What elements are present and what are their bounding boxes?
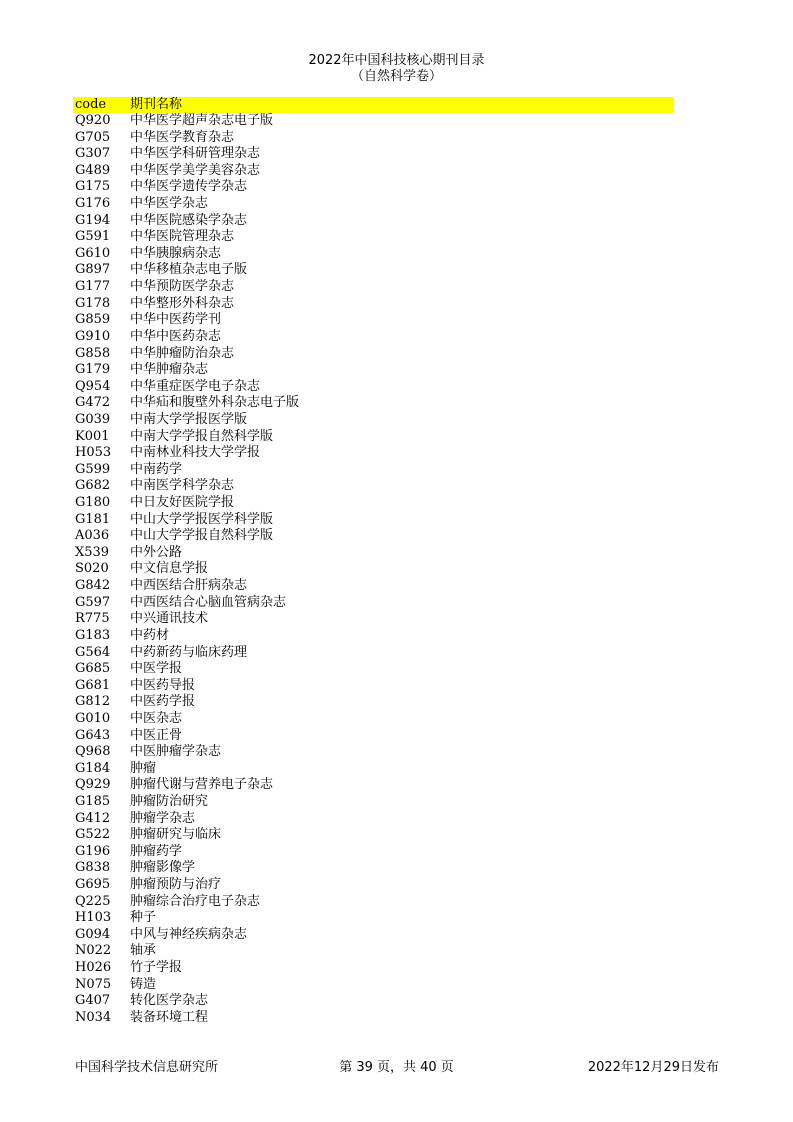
- journal-name: 中西医结合肝病杂志: [130, 578, 248, 594]
- footer-release-date: 2022年12月29日发布: [587, 1060, 719, 1075]
- table-row: [73, 146, 674, 163]
- journal-name: 肿瘤代谢与营养电子杂志: [130, 777, 274, 793]
- table-row: [73, 977, 674, 994]
- table-row: [73, 595, 674, 612]
- document-title: 2022年中国科技核心期刊目录: [308, 53, 485, 68]
- table-row: [73, 711, 674, 728]
- table-row: [73, 163, 674, 180]
- journal-name: 中药材: [130, 627, 170, 643]
- document-subtitle: （自然科学卷）: [350, 69, 442, 84]
- journal-code: H103: [75, 910, 112, 926]
- table-row: [73, 910, 674, 927]
- journal-name: 中兴通讯技术: [130, 611, 209, 627]
- journal-code: G181: [75, 511, 111, 527]
- table-row: [73, 561, 674, 578]
- table-header: [73, 97, 674, 113]
- journal-name: 中南药学: [130, 461, 183, 477]
- journal-name: 中医学报: [130, 661, 183, 677]
- journal-name: 轴承: [130, 943, 157, 959]
- table-row: [73, 694, 674, 711]
- footer-page-number: 第 39 页，共 40 页: [339, 1060, 454, 1075]
- journal-code: G599: [75, 461, 111, 477]
- journal-code: G178: [75, 295, 111, 311]
- header-code: code: [75, 97, 107, 112]
- table-row: [73, 412, 674, 429]
- journal-name: 中华医院感染学杂志: [130, 212, 248, 228]
- table-row: [73, 927, 674, 944]
- table-row: [73, 811, 674, 828]
- table-row: [73, 346, 674, 363]
- journal-code: G412: [75, 810, 111, 826]
- journal-code: G859: [75, 312, 111, 328]
- journal-name: 中华中医药杂志: [130, 328, 222, 344]
- journal-name: 肿瘤研究与临床: [130, 827, 222, 843]
- table-row: [73, 113, 674, 130]
- journal-name: 中华肿瘤防治杂志: [130, 345, 235, 361]
- journal-code: Q968: [75, 744, 111, 760]
- journal-name: 肿瘤药学: [130, 843, 183, 859]
- table-row: [73, 213, 674, 230]
- journal-name: 肿瘤预防与治疗: [130, 877, 222, 893]
- journal-code: R775: [75, 611, 110, 627]
- table-row: [73, 279, 674, 296]
- journal-code: G094: [75, 926, 111, 942]
- journal-code: Q920: [75, 113, 111, 128]
- journal-code: G472: [75, 395, 111, 411]
- table-row: [73, 478, 674, 495]
- journal-code: G183: [75, 627, 111, 643]
- table-row: [73, 943, 674, 960]
- table-row: [73, 877, 674, 894]
- journal-code: N022: [75, 943, 112, 959]
- journal-name: 肿瘤综合治疗电子杂志: [130, 893, 261, 909]
- journal-name: 中华医学遗传学杂志: [130, 179, 248, 195]
- journal-code: G179: [75, 362, 111, 378]
- table-row: [73, 379, 674, 396]
- journal-name: 中外公路: [130, 544, 183, 560]
- table-row: [73, 993, 674, 1010]
- journal-code: G010: [75, 710, 111, 726]
- journal-name: 中医药学报: [130, 694, 196, 710]
- table-row: [73, 578, 674, 595]
- journal-name: 中华移植杂志电子版: [130, 262, 248, 278]
- journal-name: 竹子学报: [130, 960, 183, 976]
- table-row: [73, 611, 674, 628]
- journal-code: G681: [75, 677, 111, 693]
- journal-name: 肿瘤影像学: [130, 860, 196, 876]
- journal-code: G522: [75, 827, 111, 843]
- journal-name: 中医药导报: [130, 677, 196, 693]
- journal-name: 中华医学教育杂志: [130, 129, 235, 145]
- table-row: [73, 495, 674, 512]
- journal-code: Q929: [75, 777, 111, 793]
- journal-code: H053: [75, 445, 112, 461]
- journal-code: X539: [75, 544, 110, 560]
- journal-code: G695: [75, 877, 111, 893]
- journal-code: G177: [75, 279, 111, 295]
- table-row: [73, 761, 674, 778]
- journal-name: 中日友好医院学报: [130, 495, 235, 511]
- journal-name: 铸造: [130, 976, 157, 992]
- table-row: [73, 296, 674, 313]
- journal-name: 肿瘤学杂志: [130, 810, 196, 826]
- journal-code: G842: [75, 578, 111, 594]
- table-row: [73, 229, 674, 246]
- table-row: [73, 894, 674, 911]
- journal-name: 中南林业科技大学学报: [130, 445, 261, 461]
- journal-name: 中华肿瘤杂志: [130, 362, 209, 378]
- journal-code: A036: [75, 528, 110, 544]
- journal-code: G682: [75, 478, 111, 494]
- journal-code: G176: [75, 196, 111, 212]
- journal-code: G597: [75, 594, 111, 610]
- journal-name: 中医正骨: [130, 727, 183, 743]
- journal-code: Q954: [75, 378, 111, 394]
- journal-code: G564: [75, 644, 111, 660]
- journal-name: 中文信息学报: [130, 561, 209, 577]
- table-row: [73, 528, 674, 545]
- table-row: [73, 645, 674, 662]
- table-row: [73, 844, 674, 861]
- table-row: [73, 794, 674, 811]
- table-row: [73, 1010, 674, 1027]
- journal-code: H026: [75, 960, 112, 976]
- journal-code: G910: [75, 328, 111, 344]
- table-row: [73, 777, 674, 794]
- journal-name: 转化医学杂志: [130, 993, 209, 1009]
- table-row: [73, 246, 674, 263]
- table-row: [73, 395, 674, 412]
- table-row: [73, 628, 674, 645]
- journal-code: G175: [75, 179, 111, 195]
- journal-name: 中华疝和腹壁外科杂志电子版: [130, 395, 300, 411]
- journal-code: G591: [75, 229, 111, 245]
- journal-name: 中华医学超声杂志电子版: [130, 113, 274, 128]
- journal-code: G610: [75, 245, 111, 261]
- table-row: [73, 960, 674, 977]
- journal-code: G407: [75, 993, 111, 1009]
- journal-code: G685: [75, 661, 111, 677]
- journal-code: G184: [75, 760, 111, 776]
- journal-name: 中医杂志: [130, 710, 183, 726]
- journal-name: 种子: [130, 910, 157, 926]
- journal-name: 中华整形外科杂志: [130, 295, 235, 311]
- journal-code: G705: [75, 129, 111, 145]
- table-row: [73, 262, 674, 279]
- table-row: [73, 362, 674, 379]
- journal-name: 肿瘤: [130, 760, 157, 776]
- journal-name: 中华医学科研管理杂志: [130, 146, 261, 162]
- journal-code: G307: [75, 146, 111, 162]
- table-row: [73, 312, 674, 329]
- table-row: [73, 728, 674, 745]
- table-row: [73, 462, 674, 479]
- journal-name: 装备环境工程: [130, 1009, 209, 1025]
- journal-code: G812: [75, 694, 111, 710]
- journal-table: [73, 113, 674, 1027]
- journal-code: G194: [75, 212, 111, 228]
- table-row: [73, 744, 674, 761]
- journal-name: 肿瘤防治研究: [130, 793, 209, 809]
- journal-name: 中南大学学报医学版: [130, 411, 248, 427]
- journal-name: 中华医院管理杂志: [130, 229, 235, 245]
- table-row: [73, 179, 674, 196]
- footer-publisher: 中国科学技术信息研究所: [75, 1060, 219, 1075]
- journal-name: 中南大学学报自然科学版: [130, 428, 274, 444]
- journal-code: N034: [75, 1009, 112, 1025]
- journal-code: G897: [75, 262, 111, 278]
- table-row: [73, 827, 674, 844]
- journal-name: 中山大学学报自然科学版: [130, 528, 274, 544]
- journal-name: 中医肿瘤学杂志: [130, 744, 222, 760]
- journal-code: G039: [75, 411, 111, 427]
- journal-name: 中南医学科学杂志: [130, 478, 235, 494]
- table-row: [73, 678, 674, 695]
- table-row: [73, 860, 674, 877]
- table-row: [73, 329, 674, 346]
- journal-name: 中华预防医学杂志: [130, 279, 235, 295]
- table-row: [73, 445, 674, 462]
- table-row: [73, 429, 674, 446]
- journal-name: 中华中医药学刊: [130, 312, 222, 328]
- journal-name: 中华重症医学电子杂志: [130, 378, 261, 394]
- journal-code: N075: [75, 976, 112, 992]
- journal-code: K001: [75, 428, 110, 444]
- table-row: [73, 661, 674, 678]
- table-row: [73, 512, 674, 529]
- header-journal-name: 期刊名称: [130, 97, 183, 112]
- journal-code: G643: [75, 727, 111, 743]
- journal-code: G489: [75, 162, 111, 178]
- journal-name: 中华医学美学美容杂志: [130, 162, 261, 178]
- journal-code: G180: [75, 495, 111, 511]
- journal-name: 中风与神经疾病杂志: [130, 926, 248, 942]
- journal-name: 中山大学学报医学科学版: [130, 511, 274, 527]
- journal-code: S020: [75, 561, 109, 577]
- journal-code: Q225: [75, 893, 111, 909]
- journal-code: G185: [75, 793, 111, 809]
- journal-name: 中华胰腺病杂志: [130, 245, 222, 261]
- table-row: [73, 130, 674, 147]
- table-row: [73, 196, 674, 213]
- journal-name: 中药新药与临床药理: [130, 644, 248, 660]
- journal-name: 中西医结合心脑血管病杂志: [130, 594, 287, 610]
- journal-code: G838: [75, 860, 111, 876]
- table-row: [73, 545, 674, 562]
- journal-code: G858: [75, 345, 111, 361]
- journal-code: G196: [75, 843, 111, 859]
- journal-name: 中华医学杂志: [130, 196, 209, 212]
